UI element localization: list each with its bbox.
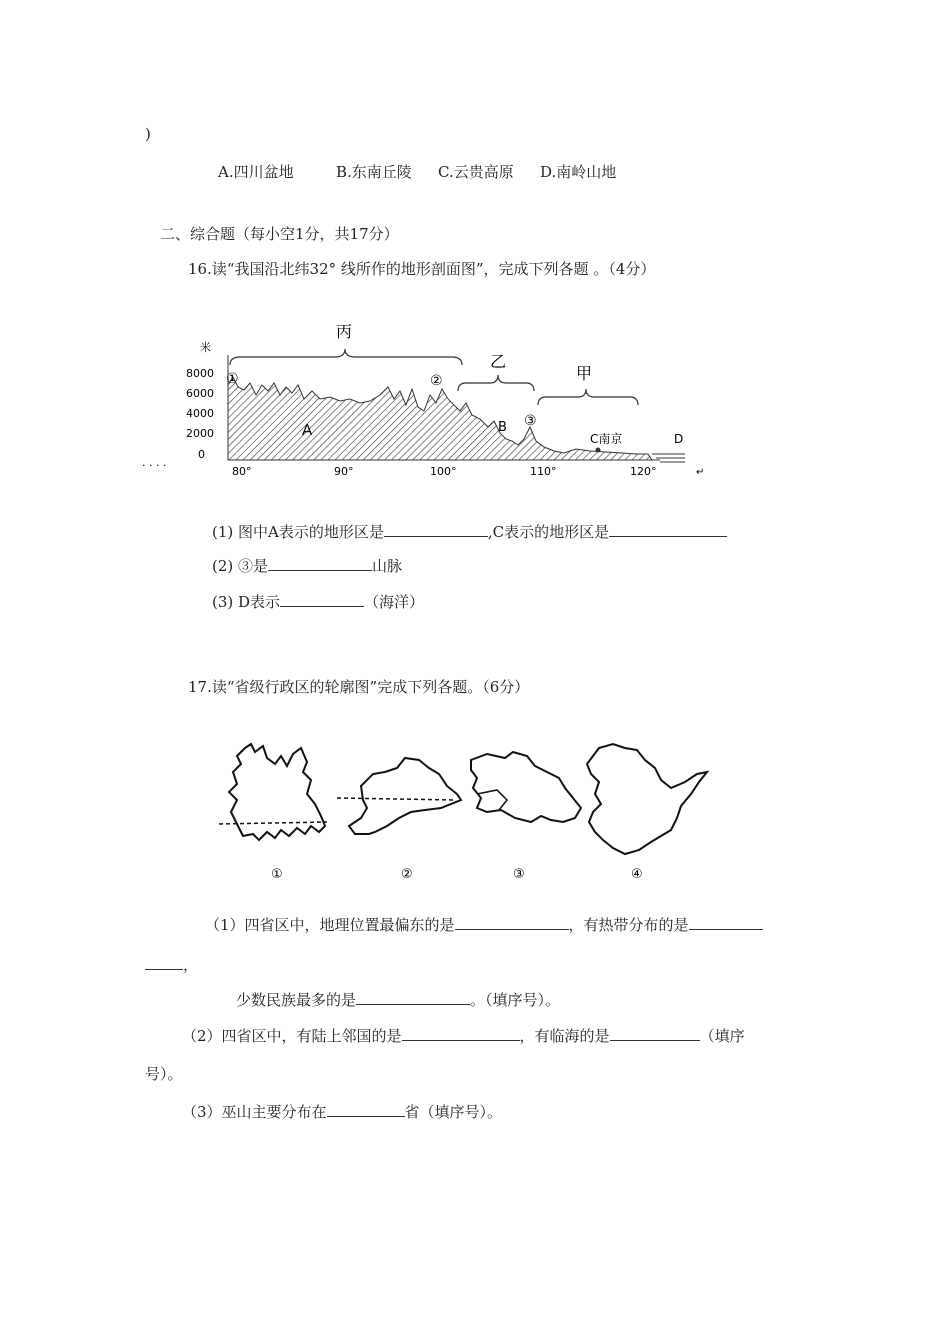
- q17-item-1-line2: ，: [145, 954, 198, 975]
- answer-blank[interactable]: [327, 1101, 405, 1117]
- q15-option-d: D.南岭山地: [540, 163, 617, 181]
- answer-blank[interactable]: [384, 521, 488, 537]
- x-tick-100: 100°: [430, 465, 457, 478]
- x-tick-110: 110°: [530, 465, 557, 478]
- label-jia: 甲: [576, 364, 593, 383]
- x-tick-80: 80°: [232, 465, 252, 478]
- answer-blank[interactable]: [455, 914, 569, 930]
- nanjing-dot: [596, 448, 601, 453]
- q16-item-3: (3) D表示 （海洋）: [212, 593, 425, 611]
- province-outline-figure: [215, 738, 725, 883]
- q17-item-2-line1: （2）四省区中，有陆上邻国的是 ，有临海的是 （填序: [182, 1027, 745, 1045]
- y-tick-8000: 8000: [186, 367, 214, 380]
- label-bing: 丙: [336, 322, 353, 341]
- label-D: D: [674, 432, 684, 446]
- label-B: B: [498, 420, 507, 435]
- x-tick-90: 90°: [334, 465, 354, 478]
- label-circle-1: ①: [226, 371, 239, 387]
- terrain-profile-figure: [140, 315, 720, 480]
- label-yi: 乙: [490, 352, 507, 371]
- province-outline-2: [349, 758, 461, 834]
- y-tick-0: 0: [198, 448, 205, 461]
- map-label-4: ④: [631, 867, 643, 882]
- brace-yi: [458, 375, 534, 391]
- q15-option-a: A.四川盆地: [218, 163, 294, 181]
- q16-item-2: (2) ③是 山脉: [212, 557, 403, 575]
- q16-item-1: (1) 图中A表示的地形区是 ,C表示的地形区是: [212, 521, 727, 542]
- section-title: 二、综合题（每小空1分，共17分）: [160, 225, 399, 243]
- q17-stem: 17.读“省级行政区的轮廓图”完成下列各题。（6分）: [188, 678, 530, 696]
- q17-item-3: （3）巫山主要分布在 省（填序号）。: [182, 1103, 503, 1121]
- return-mark: ↵: [696, 467, 705, 478]
- q17-item-2-line2: 号）。: [145, 1065, 183, 1083]
- answer-blank[interactable]: [609, 521, 727, 537]
- q17-item-1-line3: 少数民族最多的是 。（填序号）。: [236, 991, 561, 1009]
- map-label-1: ①: [271, 867, 283, 882]
- province-outline-1: [229, 744, 325, 840]
- map-label-3: ③: [513, 867, 525, 882]
- answer-blank[interactable]: [402, 1025, 520, 1041]
- y-tick-6000: 6000: [186, 387, 214, 400]
- brace-bing: [230, 349, 462, 365]
- q15-closing-paren: ): [145, 125, 151, 143]
- q15-option-b: B.东南丘陵: [336, 163, 412, 181]
- y-tick-2000: 2000: [186, 427, 214, 440]
- brace-jia: [538, 389, 638, 405]
- province-outline-4: [587, 744, 707, 854]
- label-circle-2: ②: [430, 373, 443, 389]
- q15-option-c: C.云贵高原: [438, 163, 514, 181]
- answer-blank[interactable]: [145, 954, 183, 970]
- label-C-nanjing: C南京: [590, 432, 623, 446]
- province-outline-3: [471, 752, 581, 822]
- x-tick-120: 120°: [630, 465, 657, 478]
- dot-leader: · · · ·: [142, 459, 167, 472]
- answer-blank[interactable]: [268, 555, 372, 571]
- map-label-2: ②: [401, 867, 413, 882]
- answer-blank[interactable]: [280, 591, 364, 607]
- label-A: A: [302, 421, 313, 439]
- terrain-profile-area: [228, 377, 652, 460]
- q16-stem: 16.读“我国沿北纬32° 线所作的地形剖面图”，完成下列各题 。（4分）: [188, 260, 656, 278]
- answer-blank[interactable]: [356, 989, 470, 1005]
- label-circle-3: ③: [524, 413, 537, 429]
- y-tick-4000: 4000: [186, 407, 214, 420]
- answer-blank[interactable]: [689, 914, 763, 930]
- y-unit-label: 米: [200, 341, 211, 354]
- q17-item-1-line1: （1）四省区中，地理位置最偏东的是 ，有热带分布的是: [205, 914, 763, 935]
- answer-blank[interactable]: [610, 1025, 700, 1041]
